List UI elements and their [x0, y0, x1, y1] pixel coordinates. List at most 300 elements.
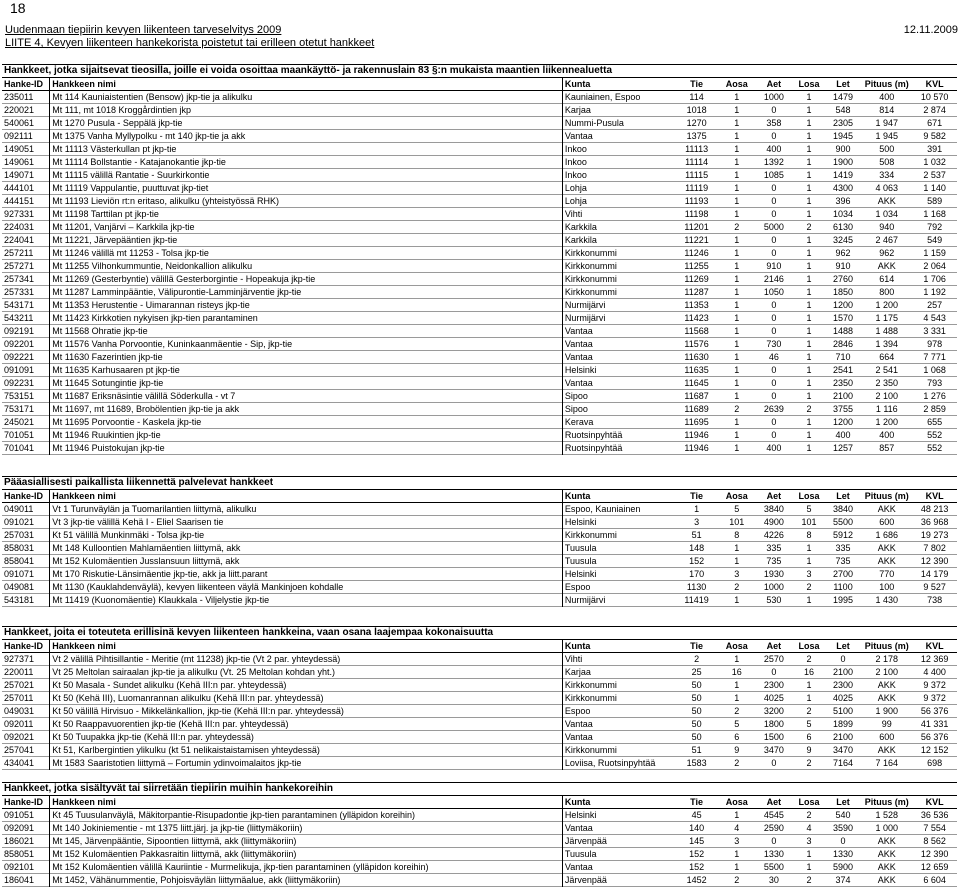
cell-tie: 11576 [684, 339, 709, 349]
cell-kunta: Ruotsinpyhtää [564, 443, 623, 453]
cell-kunta: Tuusula [564, 543, 597, 553]
column-header-kvl: KVL [925, 641, 944, 651]
cell-tie: 1452 [686, 875, 707, 885]
table-row [2, 117, 957, 130]
cell-hankkeen-nimi: Mt 152 Kulomäentien välillä Kauriintie - Murmelikuja, jkp-tien parantaminen (ylläpidon koreihin) [50, 861, 563, 874]
cell-hanke-id: 091091 [2, 364, 50, 377]
cell-pituus: 962 [879, 248, 895, 258]
cell-pituus: 400 [879, 92, 895, 102]
project-table [2, 489, 957, 607]
cell-kunta: Nurmijärvi [564, 313, 606, 323]
cell-aosa: 8 [734, 530, 740, 540]
table-row [2, 516, 957, 529]
cell-aet: 0 [771, 391, 777, 401]
cell-let: 2760 [833, 274, 854, 284]
cell-pituus: AKK [877, 556, 896, 566]
cell-aosa: 1 [734, 261, 740, 271]
cell-kvl: 552 [927, 443, 943, 453]
cell-aet: 0 [771, 183, 777, 193]
cell-hankkeen-nimi: Mt 11198 Tarttilan pt jkp-tie [50, 208, 563, 221]
cell-let: 5100 [833, 706, 854, 716]
cell-let: 710 [835, 352, 851, 362]
cell-hankkeen-nimi: Mt 11201, Vanjärvi – Karkkila jkp-tie [50, 221, 563, 234]
cell-aet: 400 [766, 144, 782, 154]
cell-losa: 3 [806, 836, 812, 846]
cell-kvl: 552 [927, 430, 943, 440]
column-header-kvl: KVL [925, 491, 944, 501]
cell-let: 1100 [833, 582, 853, 592]
cell-aet: 4545 [763, 810, 784, 820]
table-row [2, 653, 957, 666]
cell-hanke-id: 543171 [2, 299, 50, 312]
cell-hankkeen-nimi: Mt 140 Jokiniementie - mt 1375 liitt.järj. ja jkp-tie (liittymäkoriin) [50, 822, 563, 835]
cell-aosa: 1 [734, 274, 740, 284]
cell-losa: 16 [803, 667, 814, 677]
cell-tie: 1 [694, 504, 700, 514]
cell-kvl: 698 [927, 758, 943, 768]
cell-hanke-id: 149061 [2, 156, 50, 169]
table-row [2, 312, 957, 325]
cell-losa: 8 [806, 530, 812, 540]
column-header-aosa: Aosa [725, 797, 748, 807]
table-header-row [2, 796, 957, 809]
cell-aet: 0 [771, 430, 777, 440]
table-row [2, 692, 957, 705]
cell-pituus: 1 947 [875, 118, 899, 128]
cell-hankkeen-nimi: Mt 11119 Vappulantie, puuttuvat jkp-tiet [50, 182, 563, 195]
cell-hankkeen-nimi: Mt 11423 Kirkkotien nykyisen jkp-tien parantaminen [50, 312, 563, 325]
table-row [2, 234, 957, 247]
cell-pituus: AKK [877, 875, 896, 885]
cell-losa: 1 [806, 391, 812, 401]
cell-kvl: 41 331 [920, 719, 949, 729]
cell-tie: 11946 [684, 430, 709, 440]
cell-hanke-id: 701051 [2, 429, 50, 442]
cell-losa: 1 [806, 118, 812, 128]
cell-aosa: 1 [734, 131, 740, 141]
cell-aet: 2570 [763, 654, 784, 664]
table-row [2, 861, 957, 874]
cell-aet: 46 [768, 352, 779, 362]
cell-hankkeen-nimi: Mt 170 Riskutie-Länsimäentie jkp-tie, akk ja liitt.parant [50, 568, 563, 581]
column-header-aosa: Aosa [725, 491, 748, 501]
cell-pituus: AKK [877, 504, 896, 514]
cell-hanke-id: 701041 [2, 442, 50, 455]
cell-pituus: AKK [877, 196, 896, 206]
cell-kunta: Kirkkonummi [564, 274, 617, 284]
cell-aosa: 2 [734, 758, 740, 768]
section-2 [2, 476, 957, 607]
cell-kunta: Espoo, Kauniainen [564, 504, 641, 514]
cell-let: 2100 [833, 732, 854, 742]
table-header-row [2, 640, 957, 653]
cell-hankkeen-nimi: Mt 11193 Lieviön rt:n eritaso, alikulku (yhteistyössä RHK) [50, 195, 563, 208]
cell-aet: 1330 [763, 849, 784, 859]
cell-hanke-id: 245021 [2, 416, 50, 429]
cell-let: 7164 [833, 758, 854, 768]
cell-hanke-id: 092221 [2, 351, 50, 364]
cell-losa: 9 [806, 745, 812, 755]
cell-hanke-id: 444151 [2, 195, 50, 208]
cell-kunta: Vihti [564, 209, 583, 219]
cell-aosa: 1 [734, 365, 740, 375]
cell-pituus: 1 945 [875, 131, 899, 141]
cell-losa: 2 [806, 810, 812, 820]
cell-kvl: 36 536 [920, 810, 949, 820]
cell-hankkeen-nimi: Mt 11255 Vilhonkummuntie, Neidonkallion alikulku [50, 260, 563, 273]
cell-hankkeen-nimi: Mt 11114 Bollstantie - Katajanokantie jkp-tie [50, 156, 563, 169]
cell-aet: 4900 [763, 517, 784, 527]
table-row [2, 286, 957, 299]
cell-losa: 6 [806, 732, 812, 742]
cell-kvl: 48 213 [920, 504, 949, 514]
cell-losa: 1 [806, 261, 812, 271]
cell-losa: 2 [806, 404, 812, 414]
cell-aet: 1930 [763, 569, 784, 579]
cell-kunta: Kirkkonummi [564, 261, 617, 271]
cell-let: 4025 [833, 693, 854, 703]
cell-aet: 1800 [763, 719, 784, 729]
cell-hanke-id: 092101 [2, 861, 50, 874]
cell-let: 5500 [833, 517, 854, 527]
cell-kunta: Nurmijärvi [564, 300, 606, 310]
cell-kvl: 1 068 [923, 365, 946, 375]
cell-aet: 400 [766, 443, 782, 453]
cell-hankkeen-nimi: Mt 11113 Västerkullan pt jkp-tie [50, 143, 563, 156]
cell-losa: 1 [806, 144, 812, 154]
cell-hankkeen-nimi: Kt 50 (Kehä III), Luomanrannan alikulku (Kehä III:n par. yhteydessä) [50, 692, 563, 705]
column-header-hanke-id: Hanke-ID [2, 796, 50, 809]
cell-aosa: 1 [734, 556, 740, 566]
cell-aosa: 2 [734, 706, 740, 716]
cell-hankkeen-nimi: Mt 11630 Fazerintien jkp-tie [50, 351, 563, 364]
cell-kvl: 9 582 [923, 131, 946, 141]
cell-hankkeen-nimi: Mt 1375 Vanha Myllypolku - mt 140 jkp-tie ja akk [50, 130, 563, 143]
cell-aet: 0 [771, 196, 777, 206]
cell-pituus: 814 [879, 105, 895, 115]
cell-hankkeen-nimi: Mt 11115 välillä Rantatie - Suurkirkontie [50, 169, 563, 182]
cell-hanke-id: 091051 [2, 809, 50, 822]
cell-hanke-id: 049031 [2, 705, 50, 718]
cell-aosa: 1 [734, 339, 740, 349]
cell-aet: 1050 [763, 287, 784, 297]
cell-losa: 1 [806, 693, 812, 703]
cell-aosa: 1 [734, 300, 740, 310]
table-row [2, 221, 957, 234]
cell-tie: 1018 [686, 105, 707, 115]
cell-pituus: 100 [879, 582, 895, 592]
cell-hankkeen-nimi: Mt 1130 (Kauklahdenväylä), kevyen liikenteen väylä Mankinjoen kohdalle [50, 581, 563, 594]
cell-aosa: 1 [734, 417, 740, 427]
cell-losa: 5 [806, 504, 812, 514]
column-header-hanke-id: Hanke-ID [2, 78, 50, 91]
cell-let: 2700 [833, 569, 854, 579]
cell-aosa: 16 [731, 667, 742, 677]
cell-hanke-id: 092011 [2, 718, 50, 731]
cell-hanke-id: 257331 [2, 286, 50, 299]
cell-aet: 1000 [763, 582, 784, 592]
cell-hankkeen-nimi: Mt 114 Kauniaistentien (Bensow) jkp-tie ja alikulku [50, 91, 563, 104]
cell-aosa: 1 [734, 378, 740, 388]
cell-hankkeen-nimi: Mt 11645 Sotungintie jkp-tie [50, 377, 563, 390]
cell-aet: 3470 [763, 745, 784, 755]
cell-let: 2100 [833, 667, 854, 677]
cell-pituus: AKK [877, 836, 896, 846]
cell-kunta: Nurmijärvi [564, 595, 606, 605]
table-row [2, 503, 957, 516]
cell-kunta: Vantaa [564, 719, 593, 729]
cell-hanke-id: 092191 [2, 325, 50, 338]
cell-tie: 1270 [686, 118, 707, 128]
cell-hanke-id: 049081 [2, 581, 50, 594]
cell-kvl: 14 179 [920, 569, 949, 579]
cell-hanke-id: 543211 [2, 312, 50, 325]
cell-let: 1257 [833, 443, 854, 453]
cell-pituus: AKK [877, 693, 896, 703]
table-row [2, 529, 957, 542]
cell-kvl: 56 376 [920, 732, 949, 742]
cell-aosa: 1 [734, 92, 740, 102]
project-table [2, 795, 957, 887]
table-row [2, 299, 957, 312]
column-header-losa: Losa [798, 491, 820, 501]
cell-kvl: 2 537 [923, 170, 946, 180]
cell-kunta: Vantaa [564, 352, 593, 362]
cell-let: 540 [835, 810, 851, 820]
cell-kvl: 9 372 [923, 693, 946, 703]
cell-hankkeen-nimi: Mt 11568 Ohratie jkp-tie [50, 325, 563, 338]
cell-losa: 2 [806, 875, 812, 885]
cell-kunta: Vantaa [564, 823, 593, 833]
cell-pituus: AKK [877, 745, 896, 755]
cell-hankkeen-nimi: Mt 145, Järvenpääntie, Sipoontien liittymä, akk (liittymäkoriin) [50, 835, 563, 848]
cell-kunta: Tuusula [564, 556, 597, 566]
column-header-aet: Aet [766, 797, 782, 807]
cell-tie: 50 [691, 719, 702, 729]
cell-tie: 50 [691, 732, 702, 742]
cell-aosa: 1 [734, 248, 740, 258]
cell-let: 1419 [833, 170, 854, 180]
cell-aosa: 2 [734, 222, 740, 232]
cell-aosa: 5 [734, 719, 740, 729]
cell-aet: 0 [771, 131, 777, 141]
table-row [2, 848, 957, 861]
cell-aet: 0 [771, 105, 777, 115]
table-row [2, 169, 957, 182]
cell-kvl: 257 [927, 300, 943, 310]
cell-let: 3590 [833, 823, 854, 833]
cell-losa: 1 [806, 183, 812, 193]
cell-tie: 152 [689, 862, 705, 872]
cell-let: 1945 [833, 131, 854, 141]
cell-kunta: Karjaa [564, 667, 591, 677]
cell-kunta: Kirkkonummi [564, 530, 617, 540]
cell-let: 1570 [833, 313, 854, 323]
cell-hanke-id: 224041 [2, 234, 50, 247]
cell-kvl: 549 [927, 235, 943, 245]
cell-kvl: 655 [927, 417, 943, 427]
cell-kvl: 19 273 [920, 530, 949, 540]
table-row [2, 581, 957, 594]
cell-tie: 11269 [684, 274, 709, 284]
table-row [2, 429, 957, 442]
cell-aet: 0 [771, 836, 777, 846]
document-date: 12.11.2009 [903, 24, 958, 36]
column-header-aet: Aet [766, 79, 782, 89]
column-header-aet: Aet [766, 491, 782, 501]
cell-aosa: 4 [734, 823, 740, 833]
cell-pituus: 1 430 [875, 595, 899, 605]
table-row [2, 442, 957, 455]
cell-kunta: Lohja [564, 196, 587, 206]
cell-kvl: 3 331 [923, 326, 946, 336]
cell-kvl: 1 192 [923, 287, 946, 297]
cell-tie: 51 [691, 530, 702, 540]
column-header-losa: Losa [798, 641, 820, 651]
cell-tie: 11113 [685, 144, 709, 154]
cell-hankkeen-nimi: Mt 152 Kulomäentien Pakkasraitin liittymä, akk (liittymäkoriin) [50, 848, 563, 861]
cell-hanke-id: 927371 [2, 653, 50, 666]
cell-losa: 1 [806, 862, 812, 872]
table-row [2, 731, 957, 744]
cell-pituus: 600 [879, 517, 895, 527]
cell-kvl: 391 [927, 144, 943, 154]
document-subtitle: LIITE 4, Kevyen liikenteen hankekorista poistetut tai erilleen otetut hankkeet [5, 37, 375, 49]
cell-pituus: 2 100 [875, 391, 899, 401]
cell-tie: 11423 [684, 313, 709, 323]
cell-tie: 145 [689, 836, 705, 846]
table-row [2, 390, 957, 403]
cell-kunta: Järvenpää [564, 836, 607, 846]
cell-kunta: Karkkila [564, 235, 597, 245]
cell-let: 335 [835, 543, 851, 553]
cell-kunta: Karkkila [564, 222, 597, 232]
cell-kunta: Loviisa, Ruotsinpyhtää [564, 758, 656, 768]
cell-tie: 11114 [685, 157, 709, 167]
cell-pituus: 1 000 [875, 823, 899, 833]
cell-aosa: 1 [734, 235, 740, 245]
cell-pituus: AKK [877, 680, 896, 690]
cell-tie: 11689 [684, 404, 709, 414]
cell-kunta: Ruotsinpyhtää [564, 430, 623, 440]
cell-kvl: 9 372 [923, 680, 946, 690]
cell-hankkeen-nimi: Mt 1270 Pusula - Seppälä jkp-tie [50, 117, 563, 130]
cell-aet: 1000 [763, 92, 784, 102]
cell-tie: 11255 [684, 261, 709, 271]
section-1 [2, 64, 957, 455]
cell-aosa: 1 [734, 849, 740, 859]
cell-losa: 1 [806, 92, 812, 102]
cell-tie: 11419 [684, 595, 709, 605]
cell-pituus: 334 [879, 170, 895, 180]
cell-aet: 2146 [763, 274, 784, 284]
cell-aosa: 1 [734, 118, 740, 128]
cell-hanke-id: 257041 [2, 744, 50, 757]
table-row [2, 377, 957, 390]
cell-kvl: 7 554 [923, 823, 946, 833]
cell-tie: 1375 [686, 131, 707, 141]
table-row [2, 416, 957, 429]
cell-pituus: 2 541 [875, 365, 899, 375]
cell-let: 1995 [833, 595, 854, 605]
cell-let: 0 [840, 836, 846, 846]
project-table [2, 77, 957, 455]
column-header-aosa: Aosa [725, 641, 748, 651]
cell-let: 1034 [833, 209, 854, 219]
cell-kunta: Kirkkonummi [564, 287, 617, 297]
cell-losa: 1 [806, 196, 812, 206]
cell-kvl: 1 168 [923, 209, 946, 219]
table-row [2, 809, 957, 822]
cell-aet: 0 [771, 300, 777, 310]
cell-aet: 358 [766, 118, 782, 128]
cell-tie: 11946 [684, 443, 709, 453]
cell-kvl: 793 [927, 378, 943, 388]
cell-aosa: 2 [734, 404, 740, 414]
cell-aet: 0 [771, 417, 777, 427]
cell-pituus: 2 350 [875, 378, 899, 388]
column-header-hanke-id: Hanke-ID [2, 640, 50, 653]
column-header-hankkeen-nimi: Hankkeen nimi [50, 796, 563, 809]
cell-pituus: 2 178 [875, 654, 899, 664]
cell-pituus: AKK [877, 543, 896, 553]
cell-kvl: 1 276 [923, 391, 946, 401]
cell-losa: 1 [806, 352, 812, 362]
cell-aet: 1392 [763, 157, 784, 167]
cell-losa: 1 [806, 248, 812, 258]
cell-kvl: 12 152 [920, 745, 949, 755]
cell-aosa: 1 [734, 144, 740, 154]
cell-hanke-id: 092201 [2, 338, 50, 351]
cell-hankkeen-nimi: Mt 11946 Puistokujan jkp-tie [50, 442, 563, 455]
table-row [2, 568, 957, 581]
cell-aosa: 1 [734, 543, 740, 553]
column-header-hankkeen-nimi: Hankkeen nimi [50, 78, 563, 91]
cell-hankkeen-nimi: Mt 1583 Saaristotien liittymä – Fortumin ydinvoimalaitos jkp-tie [50, 757, 563, 770]
cell-aosa: 1 [734, 209, 740, 219]
cell-pituus: 664 [879, 352, 895, 362]
cell-hankkeen-nimi: Mt 11946 Ruukintien jkp-tie [50, 429, 563, 442]
cell-let: 3245 [833, 235, 854, 245]
cell-aosa: 3 [734, 836, 740, 846]
cell-hanke-id: 858041 [2, 555, 50, 568]
cell-kvl: 1 706 [923, 274, 946, 284]
cell-tie: 1130 [686, 582, 707, 592]
cell-kvl: 2 859 [923, 404, 946, 414]
table-row [2, 594, 957, 607]
cell-hankkeen-nimi: Mt 11287 Lamminpääntie, Välipurontie-Lamminjärventie jkp-tie [50, 286, 563, 299]
cell-aet: 335 [766, 543, 782, 553]
cell-aet: 1085 [763, 170, 784, 180]
cell-hanke-id: 257271 [2, 260, 50, 273]
cell-aosa: 1 [734, 654, 740, 664]
column-header-kunta: Kunta [564, 79, 591, 89]
column-header-tie: Tie [690, 79, 704, 89]
cell-hankkeen-nimi: Kt 50 Raappavuorentien jkp-tie (Kehä III:n par. yhteydessä) [50, 718, 563, 731]
cell-tie: 25 [691, 667, 702, 677]
cell-kvl: 12 659 [920, 862, 949, 872]
cell-kvl: 589 [927, 196, 943, 206]
page-number: 18 [10, 0, 26, 16]
cell-kunta: Sipoo [564, 391, 588, 401]
cell-pituus: 1 900 [875, 706, 899, 716]
cell-losa: 2 [806, 758, 812, 768]
cell-let: 0 [840, 654, 846, 664]
cell-let: 1850 [833, 287, 854, 297]
table-row [2, 273, 957, 286]
table-row [2, 403, 957, 416]
cell-hanke-id: 257341 [2, 273, 50, 286]
